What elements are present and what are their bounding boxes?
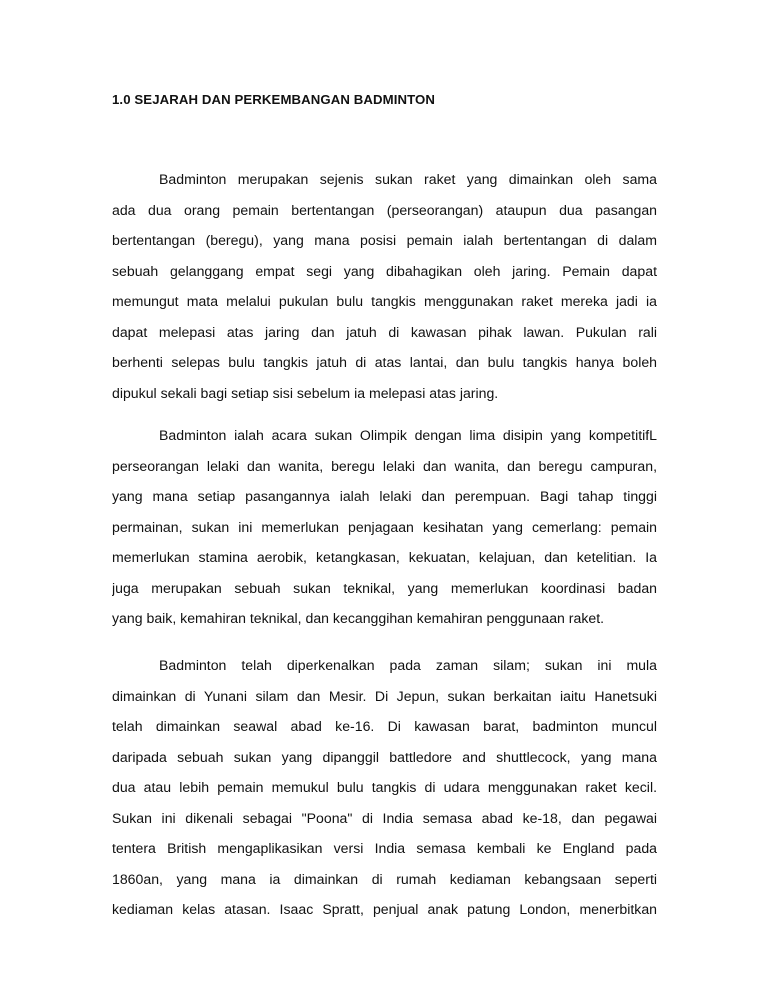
section-heading: 1.0 SEJARAH DAN PERKEMBANGAN BADMINTON <box>112 92 436 107</box>
paragraph-line: yang mana setiap pasangannya ialah lelaki dan perempuan. Bagi tahap tinggi <box>112 488 657 504</box>
paragraph-origins <box>112 650 657 925</box>
paragraph-line: dimainkan di Yunani silam dan Mesir. Di Jepun, sukan berkaitan iaitu Hanetsuki <box>112 687 657 704</box>
paragraph-line: sebuah gelanggang empat segi yang dibahagikan oleh jaring. Pemain dapat <box>112 262 657 279</box>
paragraph-line: berhenti selepas bulu tangkis jatuh di atas lantai, dan bulu tangkis hanya boleh <box>112 354 657 370</box>
paragraph-line: yang baik, kemahiran teknikal, dan kecanggihan kemahiran penggunaan raket. <box>112 610 605 626</box>
paragraph-line: Badminton merupakan sejenis sukan raket yang dimainkan oleh sama <box>159 171 657 187</box>
paragraph-line: telah dimainkan seawal abad ke-16. Di kawasan barat, badminton muncul <box>112 718 657 734</box>
paragraph-line: 1860an, yang mana ia dimainkan di rumah kediaman kebangsaan seperti <box>112 870 657 887</box>
paragraph-line: memungut mata melalui pukulan bulu tangkis menggunakan raket mereka jadi ia <box>112 293 657 309</box>
paragraph-line: Badminton telah diperkenalkan pada zaman silam; sukan ini mula <box>159 657 657 673</box>
paragraph-line: kediaman kelas atasan. Isaac Spratt, penjual anak patung London, menerbitkan <box>112 901 657 917</box>
paragraph-line: dapat melepasi atas jaring dan jatuh di kawasan pihak lawan. Pukulan rali <box>112 323 657 340</box>
paragraph-line: Sukan ini dikenali sebagai "Poona" di India semasa abad ke-18, dan pegawai <box>112 809 657 826</box>
paragraph-line: tentera British mengaplikasikan versi India semasa kembali ke England pada <box>112 840 657 856</box>
paragraph-history-intro <box>112 164 657 408</box>
paragraph-line: memerlukan stamina aerobik, ketangkasan, kekuatan, kelajuan, dan ketelitian. Ia <box>112 549 657 565</box>
paragraph-line: dipukul sekali bagi setiap sisi sebelum ia melepasi atas jaring. <box>112 384 499 401</box>
paragraph-line: bertentangan (beregu), yang mana posisi pemain ialah bertentangan di dalam <box>112 232 657 248</box>
paragraph-olympic-sport <box>112 420 657 634</box>
paragraph-line: dua atau lebih pemain memukul bulu tangkis di udara menggunakan raket kecil. <box>112 779 657 795</box>
paragraph-line: ada dua orang pemain bertentangan (perseorangan) ataupun dua pasangan <box>112 201 657 218</box>
paragraph-line: perseorangan lelaki dan wanita, beregu lelaki dan wanita, dan beregu campuran, <box>112 457 657 474</box>
paragraph-line: Badminton ialah acara sukan Olimpik dengan lima disipin yang kompetitifL <box>159 427 657 443</box>
paragraph-line: daripada sebuah sukan yang dipanggil battledore and shuttlecock, yang mana <box>112 748 657 765</box>
paragraph-line: juga merupakan sebuah sukan teknikal, yang memerlukan koordinasi badan <box>112 579 657 596</box>
paragraph-line: permainan, sukan ini memerlukan penjagaan kesihatan yang cemerlang: pemain <box>112 518 657 535</box>
